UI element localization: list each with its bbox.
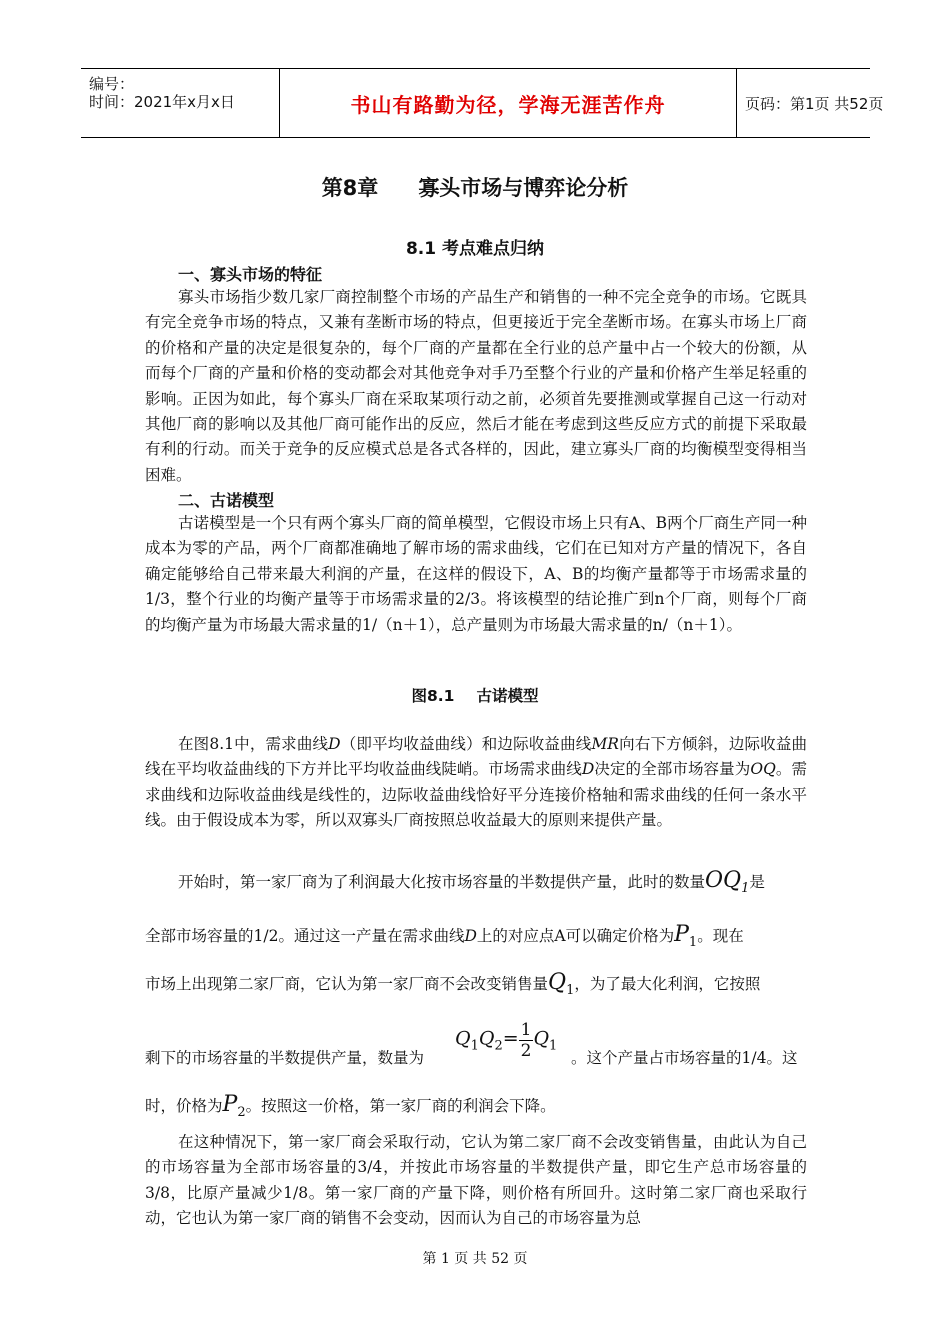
symbol-q: Q <box>478 1027 495 1050</box>
math-line-4 <box>145 1020 807 1076</box>
text: ，为了最大化利润，它按照 <box>574 975 761 993</box>
text: 开始时，第一家厂商为了利润最大化按市场容量的半数提供产量，此时的数量 <box>178 873 706 891</box>
numerator: 1 <box>520 1020 532 1040</box>
symbol-oq: OQ <box>750 760 776 779</box>
page-info-cell <box>737 69 884 137</box>
text: 。这个产量占市场容量的1/4。这 <box>571 1049 798 1067</box>
figure-caption <box>0 684 950 706</box>
header-table <box>81 68 884 138</box>
paragraph-cournot: 古诺模型是一个只有两个寡头厂商的简单模型，它假设市场上只有A、B两个厂商生产同一种成本为零的产品，两个厂商都准确地了解市场的需求曲线，它们在已知对方产量的情况下，各自确定能够给自己带来最大利润的产量，在这样的假设下，A、B的均衡产量都等于市场需求量的1/3，整个行业的均衡产量等于市场需求量的2/3。将该模型的结论推广到n个厂商，则每个厂商的均衡产量为市场最大需求量的1/（n＋1），总产量则为市场最大需求量的n/（n＋1）。 <box>145 514 807 634</box>
number-label: 编号： <box>89 75 135 93</box>
text: 向右下方倾斜，边际收益曲线在平均收益曲线的下方并比平均收益曲线陡峭。市场需求曲线 <box>145 735 807 779</box>
text: （即平均收益曲线）和边际收益曲线 <box>340 735 592 753</box>
text: 时，价格为 <box>145 1097 223 1115</box>
symbol-mr: MR <box>591 735 619 753</box>
symbol-q1: Q <box>548 970 567 995</box>
text: 是 <box>749 873 765 891</box>
text: 全部市场容量的1/2。通过这一产量在需求曲线 <box>145 927 465 945</box>
page-info-text: 页码：第1页 共52页 <box>745 94 884 113</box>
chapter-title <box>0 172 950 202</box>
text: 剩下的市场容量的半数提供产量，数量为 <box>145 1049 425 1067</box>
subscript: 1 <box>688 935 698 950</box>
math-line-5 <box>145 1092 807 1120</box>
paragraph-oligopoly: 寡头市场指少数几家厂商控制整个市场的产品生产和销售的一种不完全竞争的市场。它既具有完全竞争市场的特点，又兼有垄断市场的特点，但更接近于完全垄断市场。在寡头市场上厂商的价格和产量的决定是很复杂的，每个厂商的产量都在全行业的总产量中占一个较大的份额，从而每个厂商的产量和价格的变动都会对其他竞争对手乃至整个行业的产量和价格产生举足轻重的影响。正因为如此，每个寡头厂商在采取某项行动之前，必须首先要推测或掌握自己这一行动对其他厂商的影响以及其他厂商可能作出的反应，然后才能在考虑到这些反应方式的前提下采取最有利的行动。而关于竞争的反应模式总是各式各样的，因此，建立寡头厂商的均衡模型变得相当困难。 <box>145 288 807 484</box>
date-label: 时间：2021年x月x日 <box>89 93 235 111</box>
subscript: 1 <box>549 1038 558 1054</box>
subscript: 2 <box>494 1038 503 1054</box>
text: 。现在 <box>697 927 744 945</box>
symbol-p1: P <box>674 922 689 947</box>
symbol-oq1: OQ <box>705 868 742 893</box>
symbol-q: Q <box>455 1027 471 1050</box>
text: 在图8.1中，需求曲线 <box>178 735 329 753</box>
equals-sign: = <box>502 1027 519 1050</box>
symbol-d: D <box>464 927 477 945</box>
chapter-name: 寡头市场与博弈论分析 <box>418 176 629 200</box>
section-title: 8.1 考点难点归纳 <box>405 239 545 259</box>
symbol-d: D <box>328 735 341 753</box>
text: 。需求曲线和边际收益曲线是线性的，边际收益曲线恰好平分连接价格轴和需求曲线的任何一条水平线。由于假设成本为零，所以双寡头厂商按照总收益最大的原则来提供产量。 <box>145 760 807 830</box>
figure-label: 图8.1 <box>411 687 455 705</box>
text: 决定的全部市场容量为 <box>594 760 751 779</box>
paragraph-figure-explanation <box>145 732 807 834</box>
paragraph-first-firm-reacts: 在这种情况下，第一家厂商会采取行动，它认为第二家厂商不会改变销售量，由此认为自己的市场容量为全部市场容量的3/4，并按此市场容量的半数提供产量，即它生产总市场容量的3/8，比原产量减少1/8。第一家厂商的产量下降，则价格有所回升。这时第二家厂商也采取行动，它也认为第一家厂商的销售不会变动，因而认为自己的市场容量为总 <box>145 1133 807 1228</box>
fraction-one-half <box>519 1020 534 1061</box>
header-meta-cell <box>81 69 280 137</box>
text: 市场上出现第二家厂商，它认为第一家厂商不会改变销售量 <box>145 975 549 993</box>
subscript: 1 <box>470 1038 479 1054</box>
heading-cournot-model: 二、古诺模型 <box>178 491 275 510</box>
symbol-d: D <box>581 760 595 779</box>
subscript: 2 <box>237 1105 246 1120</box>
equation-q1q2 <box>455 1020 557 1061</box>
motto-text: 书山有路勤为径，学海无涯苦作舟 <box>350 92 666 117</box>
motto-cell <box>280 69 737 137</box>
math-line-1 <box>145 868 807 896</box>
subscript: 1 <box>741 881 750 896</box>
heading-oligopoly-features: 一、寡头市场的特征 <box>178 265 323 284</box>
math-line-2 <box>145 922 807 950</box>
page-footer: 第 1 页 共 52 页 <box>422 1251 528 1267</box>
symbol-p2: P <box>222 1092 238 1117</box>
text: 。按照这一价格，第一家厂商的利润会下降。 <box>245 1097 556 1115</box>
figure-title: 古诺模型 <box>476 687 539 705</box>
denominator: 2 <box>520 1041 532 1061</box>
symbol-q: Q <box>533 1027 550 1050</box>
subscript: 1 <box>566 983 575 998</box>
math-line-3 <box>145 970 807 998</box>
text: 上的对应点A可以确定价格为 <box>476 927 675 945</box>
chapter-number: 第8章 <box>321 176 379 200</box>
